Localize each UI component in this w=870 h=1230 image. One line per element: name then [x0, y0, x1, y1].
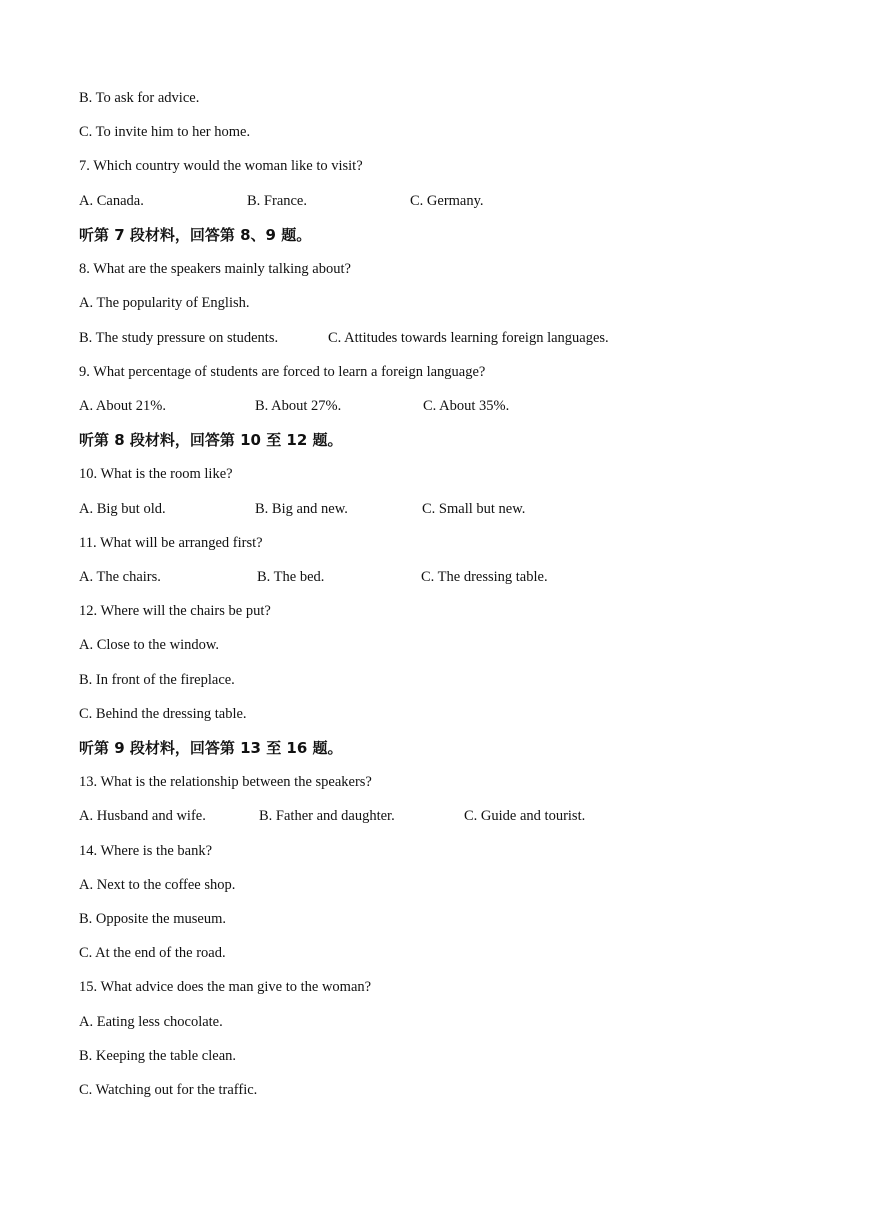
option-b: B. The study pressure on students.: [79, 330, 279, 346]
answer-option: B. To ask for advice.: [79, 90, 200, 106]
question-8: 8. What are the speakers mainly talking about?: [79, 261, 351, 277]
question-9: 9. What percentage of students are forced to learn a foreign language?: [79, 364, 486, 380]
option-c: C. About 35%.: [423, 398, 510, 414]
option-a: A. Husband and wife.: [79, 808, 206, 824]
option-b: B. Big and new.: [255, 501, 348, 517]
option-c: C. Guide and tourist.: [464, 808, 586, 824]
answer-option: C. To invite him to her home.: [79, 124, 251, 140]
question-11: 11. What will be arranged first?: [79, 535, 263, 551]
answer-option: C. At the end of the road.: [79, 945, 226, 961]
question-13: 13. What is the relationship between the speakers?: [79, 774, 372, 790]
option-b: B. The bed.: [257, 569, 325, 585]
section-heading-7: 听第 7 段材料，回答第 8、9 题。: [79, 226, 312, 244]
option-c: C. The dressing table.: [421, 569, 548, 585]
answer-option: C. Behind the dressing table.: [79, 706, 247, 722]
option-b: B. Father and daughter.: [259, 808, 395, 824]
answer-option: B. Opposite the museum.: [79, 911, 227, 927]
question-14: 14. Where is the bank?: [79, 843, 213, 859]
option-a: A. The chairs.: [79, 569, 161, 585]
option-c: C. Small but new.: [422, 501, 526, 517]
option-c: C. Germany.: [410, 193, 484, 209]
answer-option: B. Keeping the table clean.: [79, 1048, 237, 1064]
section-heading-9: 听第 9 段材料，回答第 13 至 16 题。: [79, 739, 343, 757]
question-12: 12. Where will the chairs be put?: [79, 603, 271, 619]
option-c: C. Attitudes towards learning foreign languages.: [328, 330, 609, 346]
option-a: A. Big but old.: [79, 501, 166, 517]
option-a: A. Canada.: [79, 193, 144, 209]
section-heading-8: 听第 8 段材料，回答第 10 至 12 题。: [79, 431, 343, 449]
option-b: B. France.: [247, 193, 307, 209]
answer-option: B. In front of the fireplace.: [79, 672, 235, 688]
answer-option: C. Watching out for the traffic.: [79, 1082, 258, 1098]
answer-option: A. The popularity of English.: [79, 295, 250, 311]
answer-option: A. Next to the coffee shop.: [79, 877, 236, 893]
option-a: A. About 21%.: [79, 398, 166, 414]
question-7: 7. Which country would the woman like to visit?: [79, 158, 363, 174]
answer-option: A. Close to the window.: [79, 637, 220, 653]
question-10: 10. What is the room like?: [79, 466, 233, 482]
answer-option: A. Eating less chocolate.: [79, 1014, 223, 1030]
option-b: B. About 27%.: [255, 398, 342, 414]
question-15: 15. What advice does the man give to the woman?: [79, 979, 372, 995]
